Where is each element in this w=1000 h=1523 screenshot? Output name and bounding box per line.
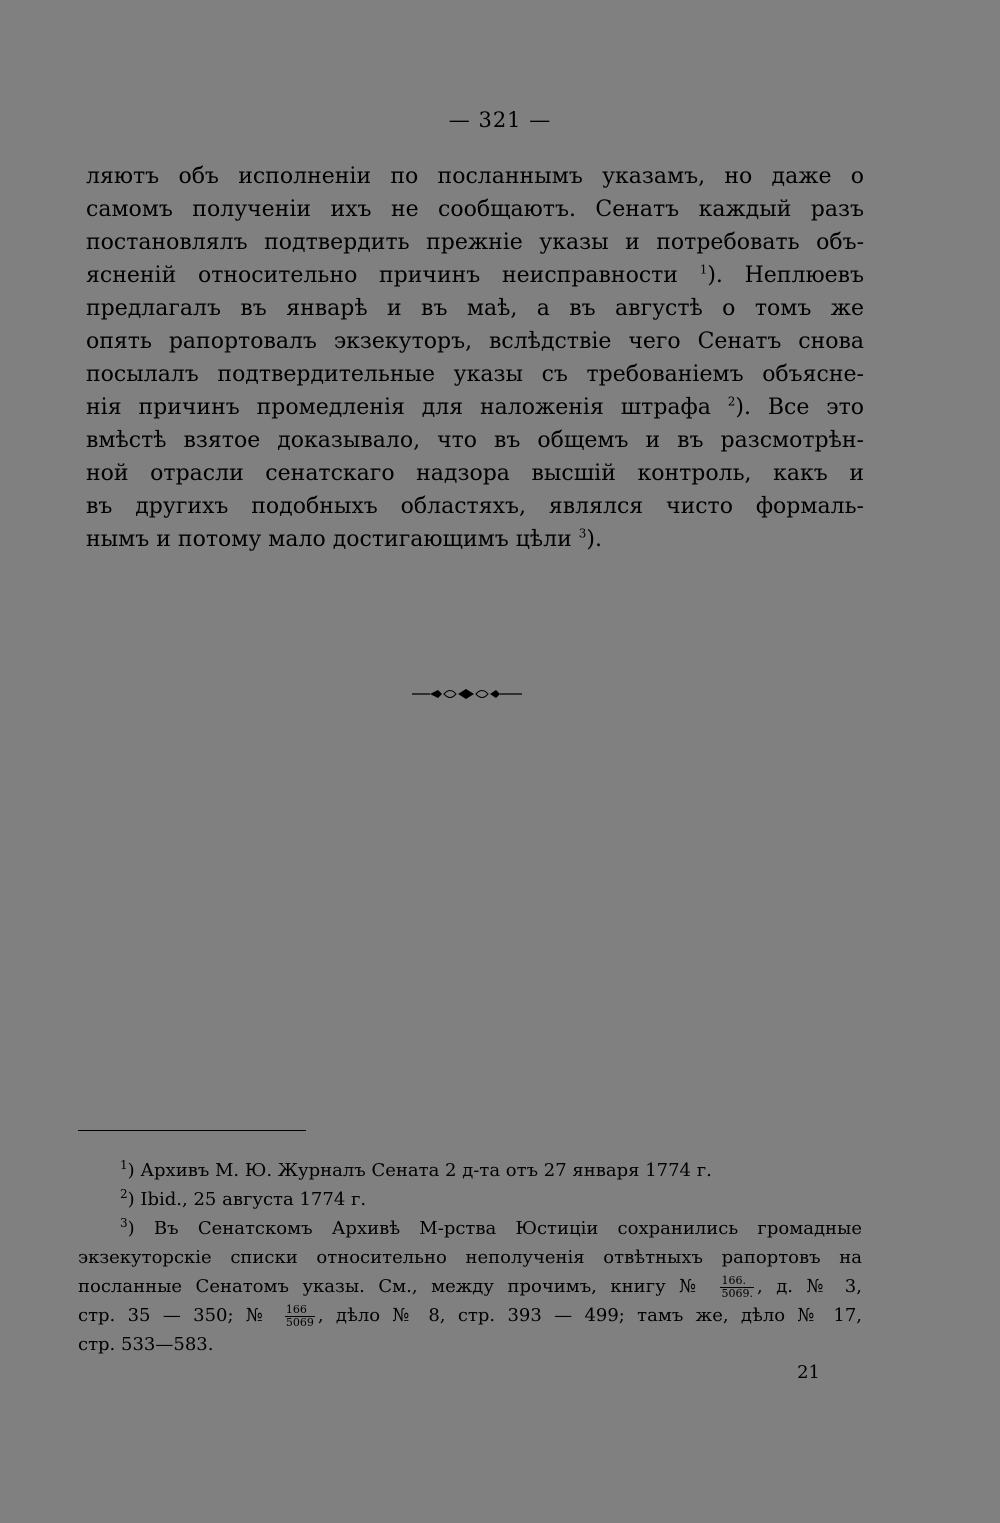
text-line: ляютъ объ исполненіи по посланнымъ указамъ, но даже о (86, 164, 864, 189)
footnote-3-line: стр. 533—583. (78, 1334, 214, 1355)
fraction-numerator: 166 (285, 1304, 315, 1317)
text-fragment: нія причинъ промедленія для наложенія штрафа (86, 395, 711, 420)
text-fragment: нымъ и потому мало достигающимъ цѣли (86, 527, 572, 552)
footnote-text: стр. 35 — 350; № (78, 1305, 270, 1326)
page-number: — 321 — (448, 108, 552, 132)
fraction (285, 1304, 315, 1329)
footnote-text: Въ Сенатскомъ Архивѣ М-рства Юстиціи сохранились громадные (153, 1218, 863, 1239)
ornament-divider (408, 684, 528, 704)
footnote-ref-3: 3 (578, 526, 587, 541)
footnote-2: $^2$) Ibid., 25 августа 1774 г. (120, 1187, 367, 1210)
footnote-text: Ibid., 25 августа 1774 г. (140, 1189, 367, 1210)
text-fragment: ясненій относительно причинъ неисправности (86, 263, 678, 288)
footnote-ref-1: 1 (699, 262, 708, 277)
footnote-3-line (78, 1272, 862, 1301)
footnote-3: $^3$) Въ Сенатскомъ Архивѣ М-рства Юстиціи сохранились громадные (120, 1216, 863, 1239)
text-line: посылалъ подтвердительные указы съ требованіемъ объясне- (86, 362, 864, 387)
text-fragment: ). Все это (735, 395, 864, 420)
sheet-signature: 21 (797, 1362, 820, 1383)
text-line (86, 259, 864, 292)
text-line: въ другихъ подобныхъ областяхъ, являлся чисто формаль- (86, 494, 864, 519)
text-line: опять рапортовалъ экзекуторъ, вслѣдствіе чего Сенатъ снова (86, 329, 864, 354)
footnote-mark: 1 (120, 1158, 128, 1172)
footnote-separator (78, 1130, 306, 1131)
footnote-1: $^1$) Архивъ М. Ю. Журналъ Сената 2 д-та отъ 27 января 1774 г. (120, 1158, 712, 1181)
footnote-text: посланные Сенатомъ указы. См., между прочимъ, книгу № (78, 1276, 704, 1297)
text-line: постановлялъ подтвердить прежніе указы и потребовать объ- (86, 230, 864, 255)
footnote-3-line (78, 1301, 862, 1330)
footnote-text: Архивъ М. Ю. Журналъ Сената 2 д-та отъ 27 января 1774 г. (140, 1160, 712, 1181)
text-fragment: ). (586, 527, 602, 552)
footnote-3-line: экзекуторскіе списки относительно неполученія отвѣтныхъ рапортовъ на (78, 1247, 862, 1268)
fraction (720, 1275, 754, 1300)
footnote-text: , д. № 3, (756, 1276, 862, 1297)
text-line: предлагалъ въ январѣ и въ маѣ, а въ августѣ о томъ же (86, 296, 864, 321)
text-line (86, 391, 864, 424)
main-text (86, 160, 864, 556)
fraction-denominator: 5069 (285, 1315, 314, 1329)
fraction-denominator: 5069. (721, 1286, 753, 1300)
footnote-mark: 3 (120, 1216, 128, 1230)
footnote-text: , дѣло № 8, стр. 393 — 499; тамъ же, дѣло № 17, (317, 1305, 862, 1326)
footnotes (78, 1156, 862, 1359)
text-line: вмѣстѣ взятое доказывало, что въ общемъ и въ разсмотрѣн- (86, 428, 864, 453)
text-line (86, 523, 864, 556)
fraction-numerator: 166. (720, 1275, 754, 1288)
text-line: самомъ полученіи ихъ не сообщаютъ. Сенатъ каждый разъ (86, 197, 864, 222)
text-fragment: ). Неплюевъ (707, 263, 865, 288)
text-line: ной отрасли сенатскаго надзора высшій контроль, какъ и (86, 461, 864, 486)
footnote-mark: 2 (120, 1187, 128, 1201)
footnote-ref-2: 2 (727, 394, 736, 409)
